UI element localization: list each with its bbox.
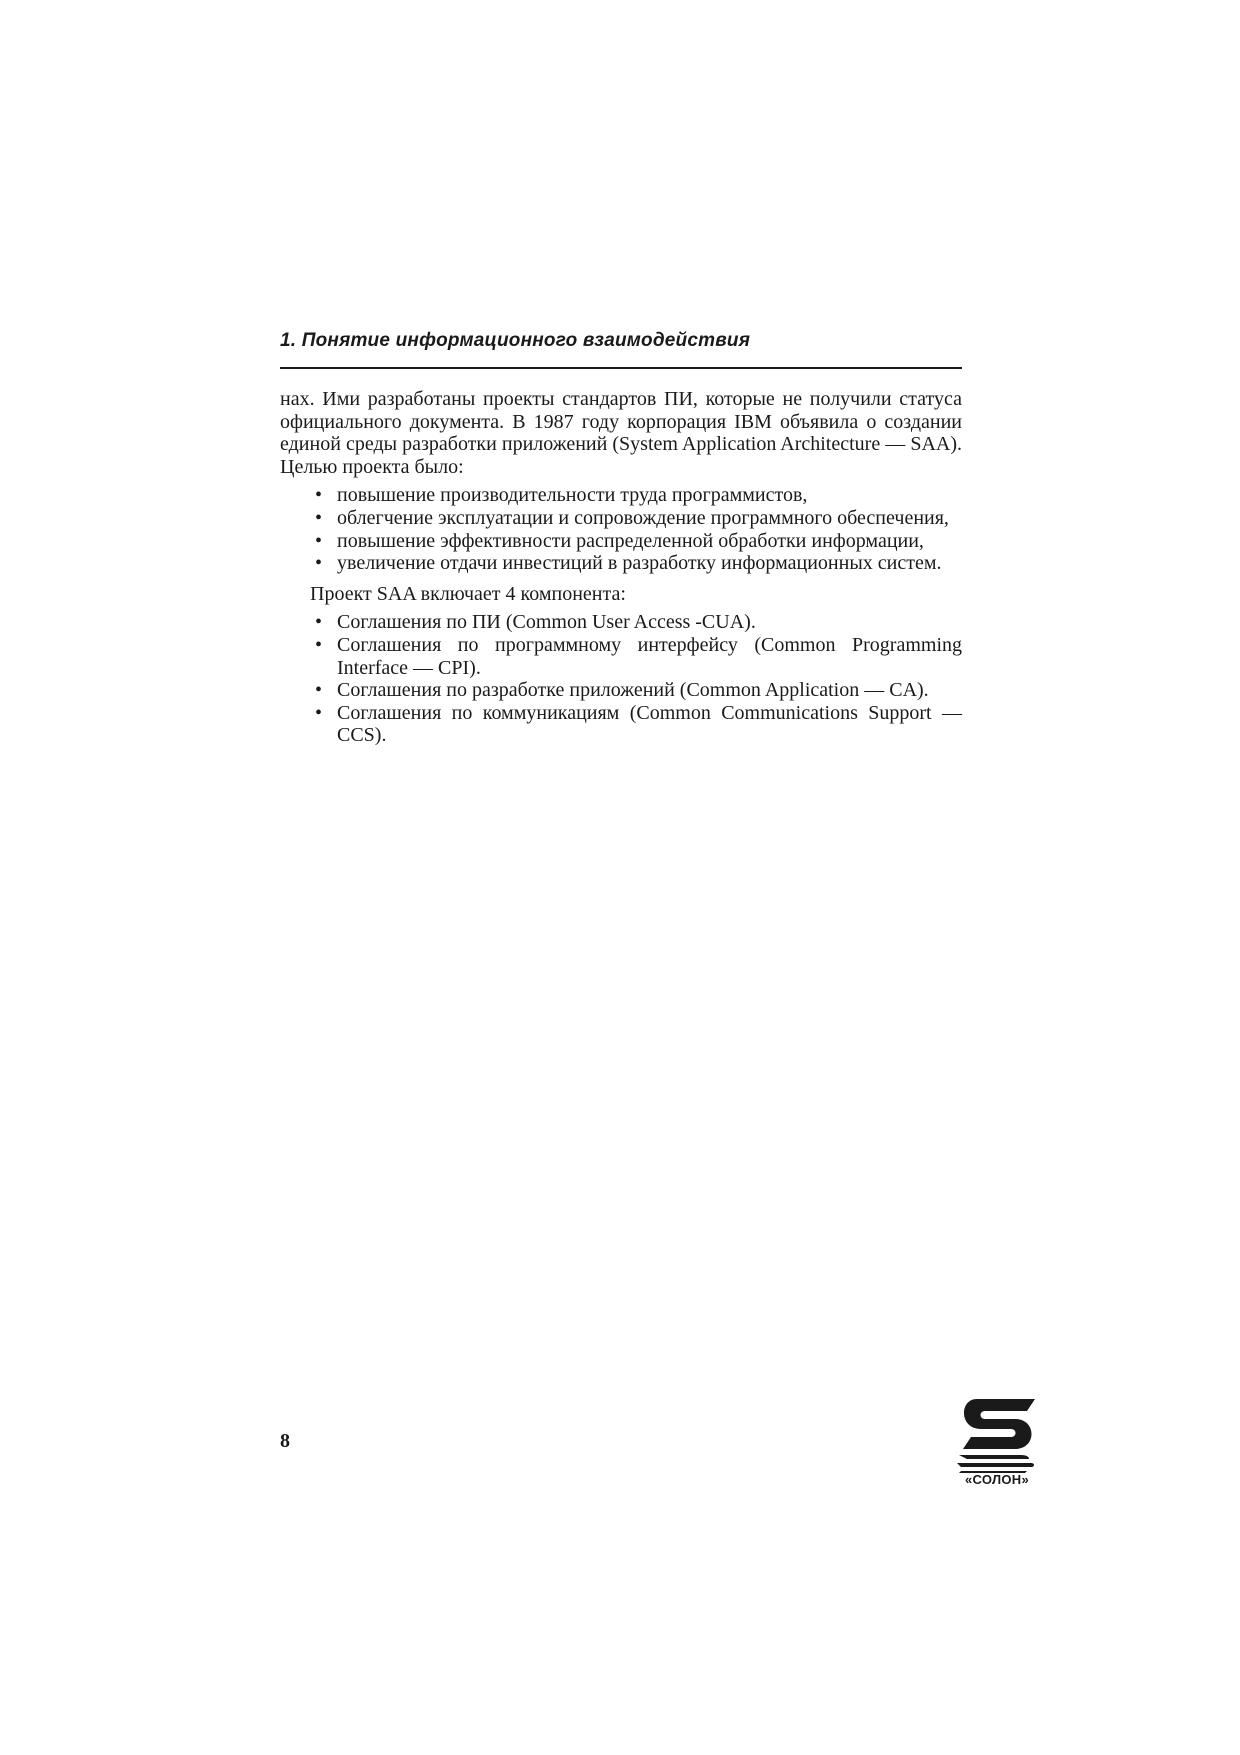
- components-intro: Проект SAA включает 4 компонента:: [310, 582, 626, 605]
- page-body: [280, 388, 962, 755]
- goals-list: [280, 484, 962, 574]
- component-item: • Соглашения по коммуникациям (Common Communications Support — CCS).: [337, 702, 962, 747]
- component-item: • Соглашения по ПИ (Common User Access -CUA).: [337, 611, 962, 634]
- publisher-logo-text: «СОЛОН»: [964, 1472, 1030, 1487]
- components-list: [280, 611, 962, 747]
- component-item: • Соглашения по программному интерфейсу (Common Programming Interface — CPI).: [337, 634, 962, 679]
- goal-item: • повышение производительности труда программистов,: [337, 484, 962, 507]
- header-rule: [280, 367, 962, 369]
- intro-paragraph: нах. Ими разработаны проекты стандартов ПИ, которые не получили статуса официального документа. В 1987 году корпорация IBM объявила о создании единой среды разработки приложений (System Application Architecture — SAA). Целью проекта было:: [280, 388, 962, 478]
- component-item: • Соглашения по разработке приложений (Common Application — CA).: [337, 679, 962, 702]
- page-number: 8: [280, 1430, 290, 1452]
- goal-item: • повышение эффективности распределенной обработки информации,: [337, 530, 962, 553]
- publisher-logo-icon: [957, 1397, 1037, 1473]
- goal-item: • облегчение эксплуатации и сопровождение программного обеспечения,: [337, 507, 962, 530]
- goal-item: • увеличение отдачи инвестиций в разработку информационных систем.: [337, 552, 962, 575]
- running-header-title: 1. Понятие информационного взаимодействия: [280, 330, 751, 351]
